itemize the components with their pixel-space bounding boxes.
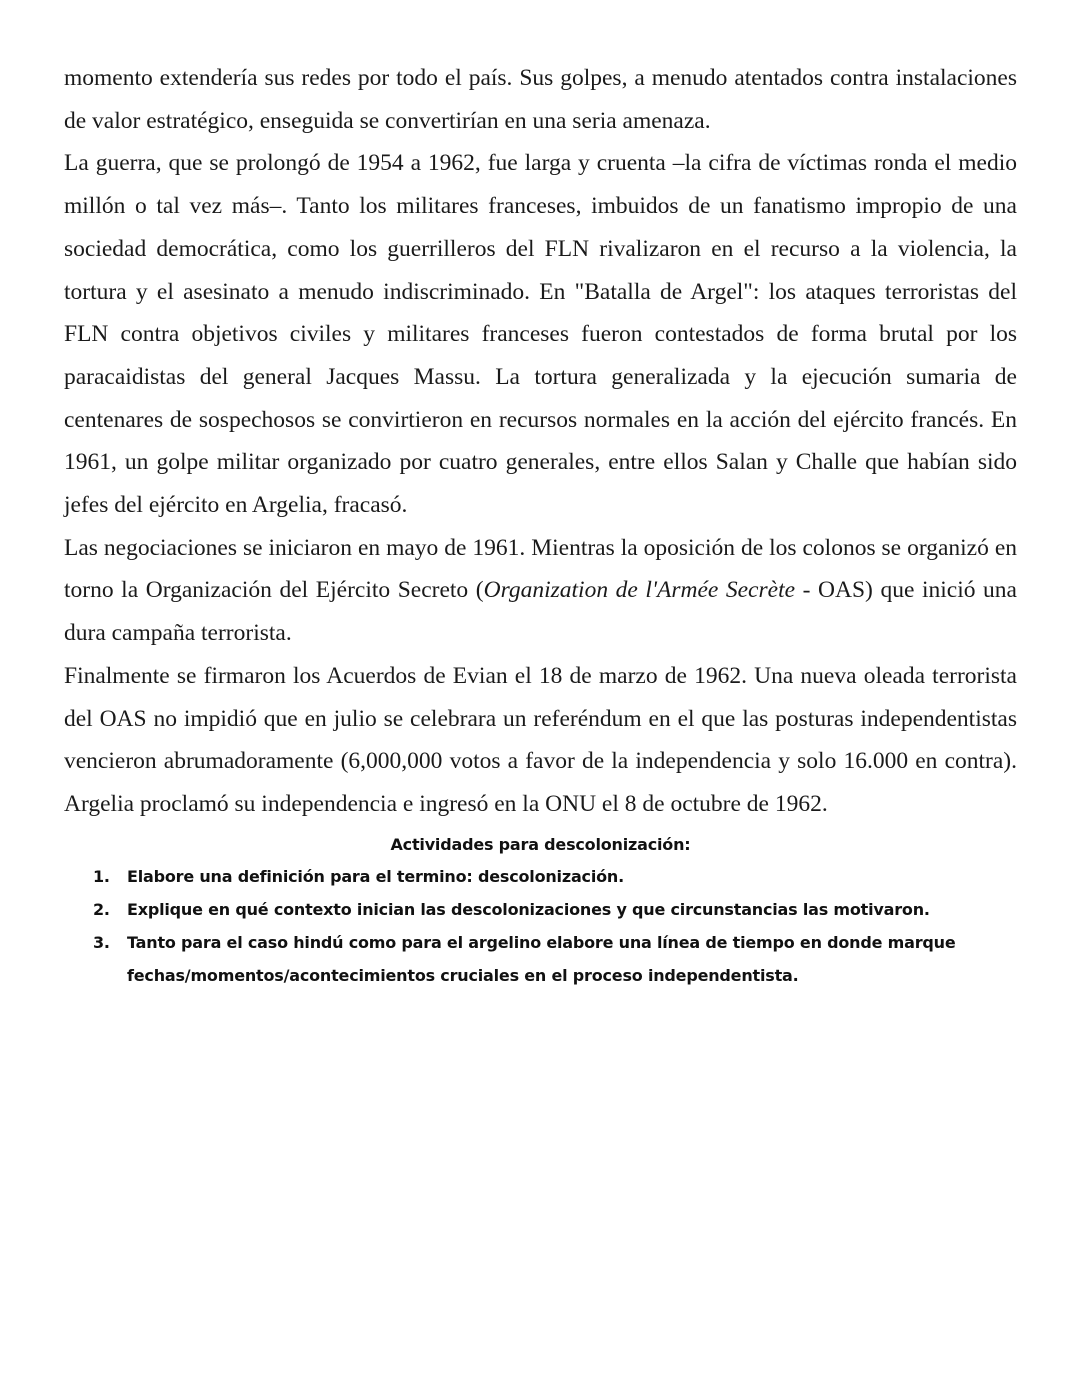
- paragraph-negotiations-text-end: - OAS) que inició una dura campaña terrorista.: [64, 577, 1017, 647]
- activity-number: 1.: [93, 866, 110, 886]
- activity-item: [64, 860, 1017, 893]
- paragraph-intro: momento extendería sus redes por todo el país. Sus golpes, a menudo atentados contra instalaciones de valor estratégico, enseguida se convertirían en una seria amenaza.: [64, 65, 1017, 134]
- activity-text: Explique en qué contexto inician las descolonizaciones y que circunstancias las motivaron.: [127, 899, 930, 919]
- activity-item: [64, 926, 1017, 992]
- activity-number: 3.: [93, 932, 110, 952]
- activities-title: Actividades para descolonización:: [390, 834, 691, 854]
- paragraph-negotiations-text-start: Las negociaciones se iniciaron en mayo de 1961. Mientras la oposición de los colonos se organizó en torno la Organización del Ejército Secreto (: [64, 534, 1017, 604]
- activity-item: [64, 893, 1017, 926]
- paragraph-war: La guerra, que se prolongó de 1954 a 1962, fue larga y cruenta –la cifra de víctimas ronda el medio millón o tal vez más–. Tanto los militares franceses, imbuidos de un fanatismo impropio de una sociedad democrática, como los guerrilleros del FLN rivalizaron en el recurso a la violencia, la tortura y el asesinato a menudo indiscriminado. En "Batalla de Argel": los ataques terroristas del FLN contra objetivos civiles y militares franceses fueron contestados de forma brutal por los paracaidistas del general Jacques Massu. La tortura generalizada y la ejecución sumaria de centenares de sospechosos se convirtieron en recursos normales en la acción del ejército francés. En 1961, un golpe militar organizado por cuatro generales, entre ellos Salan y Challe que habían sido jefes del ejército en Argelia, fracasó.: [64, 150, 1017, 519]
- paragraph-negotiations: [64, 527, 1017, 655]
- activity-text: Tanto para el caso hindú como para el argelino elabore una línea de tiempo en donde marque fechas/momentos/acontecimientos cruciales en el proceso independentista.: [127, 932, 956, 985]
- paragraph-evian: Finalmente se firmaron los Acuerdos de Evian el 18 de marzo de 1962. Una nueva oleada terrorista del OAS no impidió que en julio se celebrara un referéndum en el que las posturas independentistas vencieron abrumadoramente (6,000,000 votos a favor de la independencia y solo 16.000 en contra). Argelia proclamó su independencia e ingresó en la ONU el 8 de octubre de 1962.: [64, 662, 1017, 817]
- activity-text: Elabore una definición para el termino: descolonización.: [127, 866, 624, 886]
- oas-french-name: Organization de l'Armée Secrète: [483, 577, 796, 604]
- activities-list: [64, 860, 1017, 992]
- document-page: [64, 57, 1017, 992]
- activity-number: 2.: [93, 899, 110, 919]
- activities-section: [64, 830, 1017, 992]
